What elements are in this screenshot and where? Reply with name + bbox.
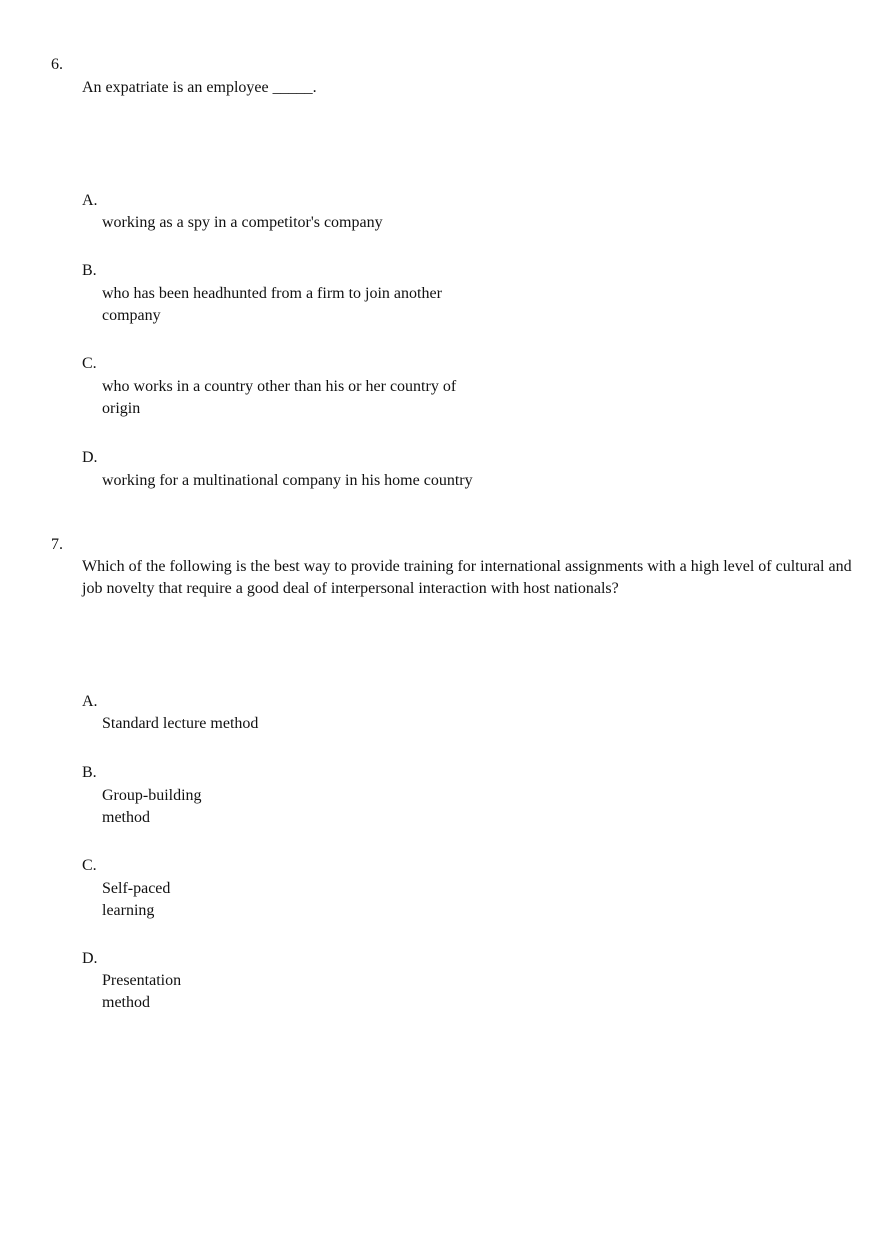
question-6-option-a-text: working as a spy in a competitor's company bbox=[102, 214, 383, 231]
question-7-option-d-label: D. bbox=[82, 950, 98, 967]
question-7-option-c-label: C. bbox=[82, 857, 97, 874]
question-6-option-d-text: working for a multinational company in his home country bbox=[102, 472, 473, 489]
question-6-option-c-text: who works in a country other than his or her country of origin bbox=[102, 378, 457, 417]
question-6-option-b-label: B. bbox=[82, 262, 97, 279]
question-7-option-b-label: B. bbox=[82, 764, 97, 781]
question-7-option-c-text: Self-paced learning bbox=[102, 880, 171, 919]
question-7-option-d-text: Presentation method bbox=[102, 972, 182, 1011]
question-7-number: 7. bbox=[51, 536, 63, 553]
question-6-number: 6. bbox=[51, 56, 63, 73]
question-7-text: Which of the following is the best way to provide training for international assignments with a high level of cultural and job novelty that require a good deal of interpersonal interaction with host nationals? bbox=[82, 558, 852, 597]
question-6-option-c-label: C. bbox=[82, 355, 97, 372]
question-7-option-a-label: A. bbox=[82, 693, 98, 710]
question-6-option-a-label: A. bbox=[82, 192, 98, 209]
question-6-option-b-text: who has been headhunted from a firm to join another company bbox=[102, 285, 442, 324]
question-7-option-b-text: Group-building method bbox=[102, 787, 202, 826]
question-7-option-a-text: Standard lecture method bbox=[102, 715, 259, 732]
question-6-option-d-label: D. bbox=[82, 449, 98, 466]
question-6-text: An expatriate is an employee _____. bbox=[82, 79, 317, 96]
